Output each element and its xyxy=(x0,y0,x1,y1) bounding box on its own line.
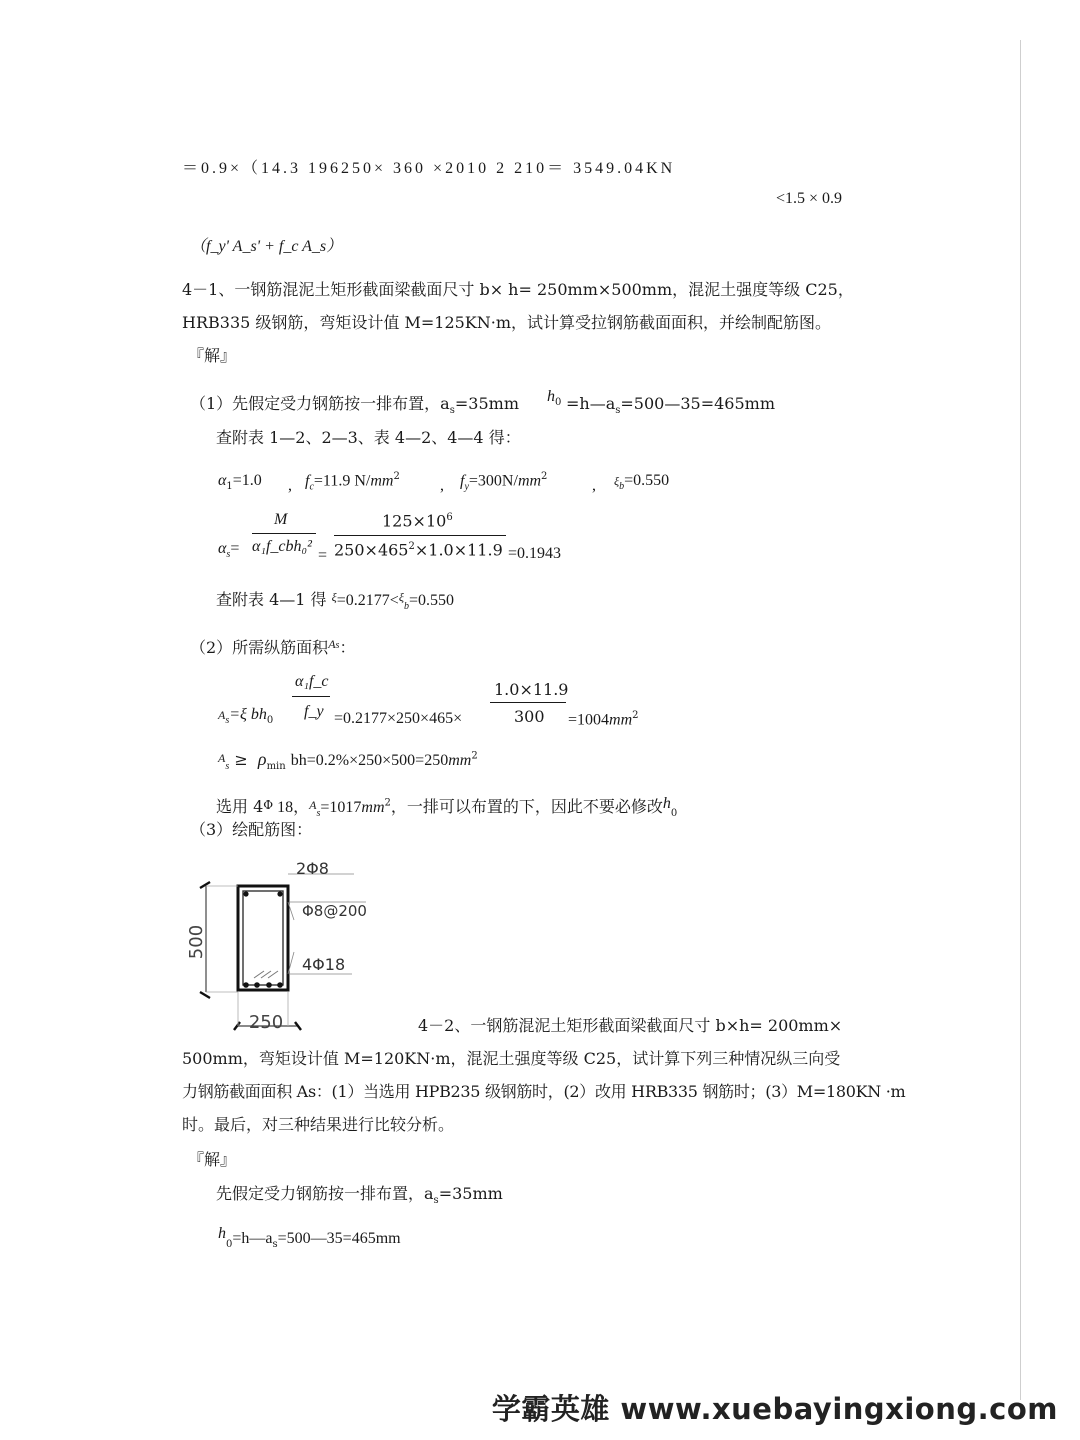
solution-label-42: 『解』 xyxy=(188,1150,237,1169)
problem-42-step: 先假定受力钢筋按一排布置，$a_s=35mm$ xyxy=(216,1184,503,1207)
problem-42-line1: 4－2、一钢筋混泥土矩形截面梁截面尺寸 b×h= 200mm× xyxy=(418,1016,843,1035)
param-alpha1: $\alpha_1=1.0$ xyxy=(218,472,262,493)
top-bar xyxy=(243,891,248,896)
label-width: 250 xyxy=(248,1012,284,1033)
bar-selection: 选用 4Φ 18，$A_s=1017mm^2$，一排可以布置的下，因此不要必修改$h_0$ xyxy=(216,795,678,820)
problem-41-line2: HRB335 级钢筋，弯矩设计值 M=125KN·m，试计算受拉钢筋截面面积，并绘制配筋图。 xyxy=(182,313,832,332)
param-comma-1: , xyxy=(288,477,292,494)
dim-tick xyxy=(200,992,210,998)
as-frac1-den: f_y xyxy=(304,703,324,720)
alpha-s-den1: α₁f_cbh₀² xyxy=(252,538,312,555)
lookup-tables-1: 查附表 1—2、2—3、表 4—2、4—4 得： xyxy=(216,428,521,447)
garbled-formula: ＝0.9×（14.3 196250× 360 ×2010 2 210＝ 3549.04KN xyxy=(182,160,676,177)
as-result: $=1004mm^2$ xyxy=(568,710,639,729)
bottom-bar xyxy=(266,982,272,988)
page-margin-rule xyxy=(1020,40,1021,1400)
step1-text: （1）先假定受力钢筋按一排布置，$a_s=35mm$ xyxy=(190,394,519,417)
alpha-s-result: =0.1943 xyxy=(508,545,562,562)
param-comma-3: , xyxy=(592,477,596,494)
alpha-s-lhs: $\alpha_s=$ xyxy=(218,540,240,561)
dim-tick xyxy=(200,882,210,888)
as-lhs: $A_s=\xi$ $bh_0$ xyxy=(218,706,274,727)
problem-42-line3: 力钢筋截面面积 As：(1）当选用 HPB235 级钢筋时，(2）改用 HRB335 钢筋时；(3）M=180KN ·m xyxy=(182,1082,906,1101)
label-top-bars: 2Φ8 xyxy=(296,859,329,878)
watermark: 学霸英雄 www.xuebayingxiong.com xyxy=(491,1392,1058,1426)
param-fc: $f_c=11.9$ $N/mm^2$ xyxy=(305,471,400,493)
bottom-bar xyxy=(243,982,249,988)
as-mid: =0.2177×250×465× xyxy=(334,710,463,727)
solution-label: 『解』 xyxy=(188,346,237,365)
beam-section-outline xyxy=(238,886,288,990)
problem-42-h0: $h_0=h—a_s=500—35=465mm$ xyxy=(218,1225,401,1251)
alpha-s-den2: $250\times 465^2\times 1.0\times 11.9$ xyxy=(334,540,503,560)
as-frac1-num: α₁f_c xyxy=(295,673,329,690)
problem-41-line1: 4－1、一钢筋混泥土矩形截面梁截面尺寸 b× h= 250mm×500mm，混泥土强度等级 C25， xyxy=(182,280,854,299)
alpha-s-num1: M xyxy=(274,511,288,528)
alpha-s-fracline-2 xyxy=(334,535,506,536)
step2-label: （2）所需纵筋面积$^A_s$： xyxy=(190,637,356,657)
problem-42-line2: 500mm，弯矩设计值 M=120KN·m，混泥土强度等级 C25，试计算下列三种情况纵三向受 xyxy=(182,1049,841,1068)
label-bottom-bars: 4Φ18 xyxy=(302,955,346,974)
label-stirrups: Φ8@200 xyxy=(302,902,367,920)
as-frac2-num: 1.0×11.9 xyxy=(494,680,569,699)
lookup-tables-2: 查附表 4—1 得 $^\xi$=0.2177<$^\xi_b$=0.550 xyxy=(216,590,454,613)
reinforcement-drawing xyxy=(176,850,376,1040)
alpha-s-fracline-1 xyxy=(252,533,316,534)
stirrup xyxy=(243,891,283,985)
step3-label: （3）绘配筋图： xyxy=(190,820,313,839)
limit-text: <1.5 × 0.9 xyxy=(776,190,843,207)
alpha-s-num2: $125\times 10^6$ xyxy=(382,511,453,531)
bottom-bar xyxy=(254,982,260,988)
as-fracline-1 xyxy=(292,696,330,697)
as-min: $A_s \ge \rho_{min}$ $bh=0.2\%\times 250\times 500=250mm^2$ xyxy=(218,749,478,773)
as-fracline-2 xyxy=(490,702,566,703)
top-bar xyxy=(277,891,282,896)
param-comma-2: , xyxy=(440,477,444,494)
problem-42-line4: 时。最后，对三种结果进行比较分析。 xyxy=(182,1115,455,1134)
step1-h0-expr: $=h—a_s=500—35=465mm$ xyxy=(566,394,775,417)
label-height: 500 xyxy=(186,924,207,960)
alpha-s-eq2: = xyxy=(318,547,328,564)
fraction-expression: （f_y' A_s' + f_c A_s） xyxy=(190,238,343,255)
param-fy: $f_y=300N/mm^2$ xyxy=(460,471,548,493)
as-frac2-den: 300 xyxy=(514,707,545,726)
bottom-bar xyxy=(277,982,283,988)
param-xib: $\xi_b=0.550$ xyxy=(614,472,670,493)
step1-h0: $h_0$ xyxy=(547,388,562,409)
